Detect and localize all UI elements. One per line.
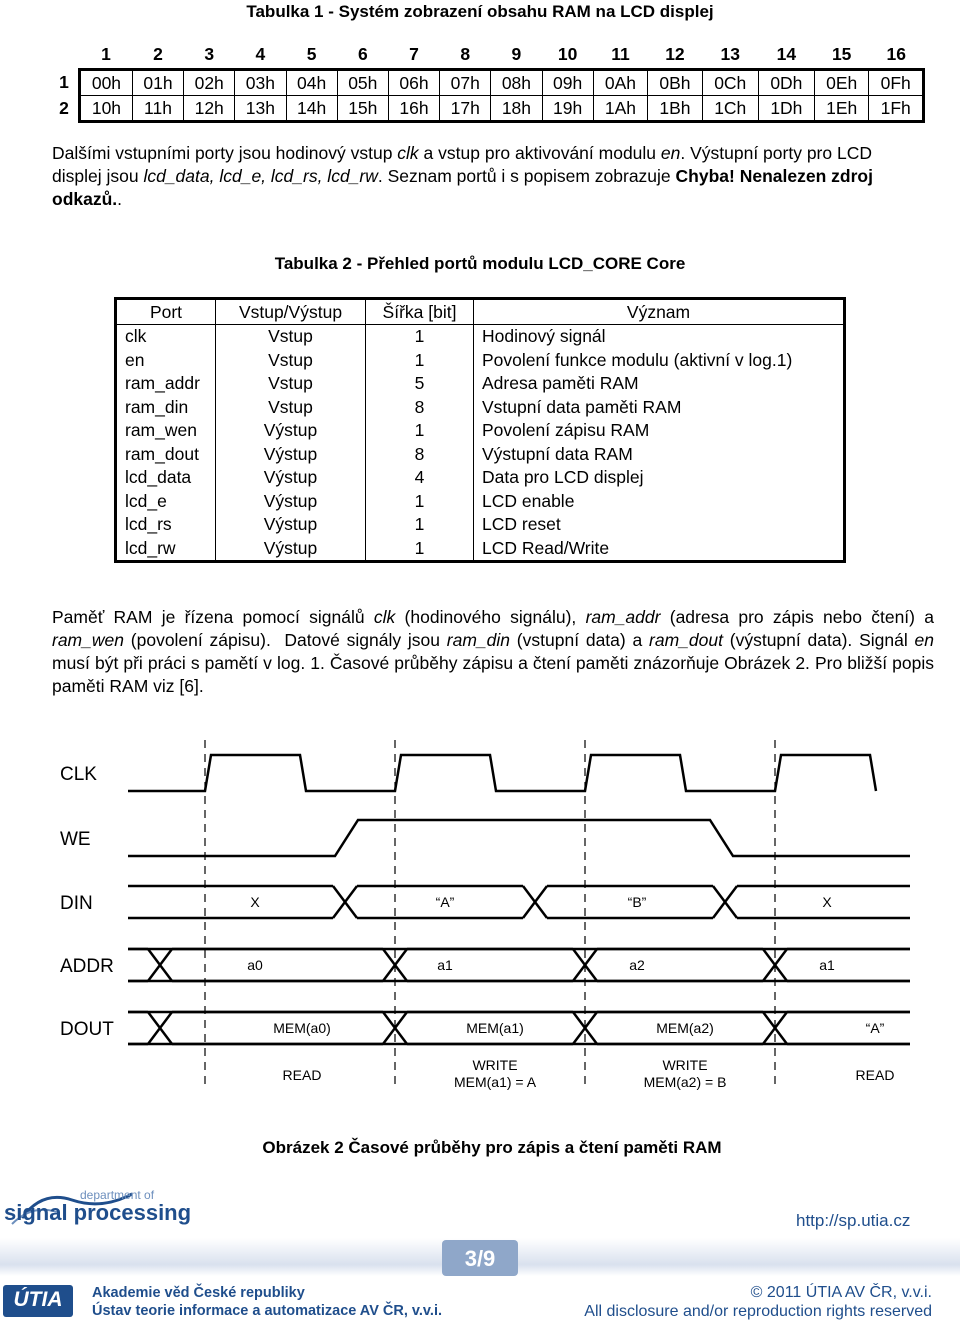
- table1-corner: [50, 40, 80, 70]
- table1-cell: 0Dh: [758, 70, 814, 96]
- table1-row: [50, 70, 924, 96]
- table1-cell: 1Ah: [593, 96, 647, 122]
- table1-col-header: 11: [611, 43, 630, 64]
- logo-top-text: department of: [80, 1188, 155, 1202]
- table1-cell: 11h: [132, 96, 183, 122]
- table1-header-row: [50, 40, 924, 70]
- signal-label-addr: ADDR: [60, 956, 114, 977]
- text-italic: clk: [397, 143, 419, 163]
- ports-table-cell: Vstup: [216, 349, 366, 373]
- din-value: “A”: [435, 894, 455, 910]
- ports-table-row: [116, 537, 845, 562]
- din-value: X: [250, 894, 260, 910]
- ports-table-cell: ram_wen: [116, 419, 216, 443]
- table1-col-header: 13: [720, 43, 740, 64]
- page-number: 3/9: [464, 1246, 496, 1271]
- table1-caption: Tabulka 1 - Systém zobrazení obsahu RAM na LCD displej: [246, 2, 714, 21]
- ports-table-row: [116, 372, 845, 396]
- ports-table-col-header: Šířka [bit]: [366, 299, 474, 325]
- ports-table-cell: ram_addr: [116, 372, 216, 396]
- org-line1: Akademie věd České republiky: [92, 1285, 305, 1301]
- table1-cell: 0Ah: [593, 70, 647, 96]
- table1-col-header: 1: [101, 43, 111, 64]
- ports-table-cell: LCD enable: [474, 490, 845, 514]
- ports-table-cell: 1: [366, 537, 474, 562]
- ports-table-cell: Data pro LCD displej: [474, 466, 845, 490]
- dout-value: MEM(a2): [656, 1020, 714, 1036]
- table1-cell: 06h: [388, 70, 439, 96]
- signal-label-clk: CLK: [60, 764, 97, 785]
- table1-col-header: 10: [557, 43, 578, 64]
- logo-main-text: signal processing: [4, 1200, 192, 1225]
- footer: [0, 1180, 960, 1325]
- table1-col-header: 14: [776, 43, 797, 64]
- ports-table-cell: lcd_rs: [116, 513, 216, 537]
- ports-table-row: [116, 419, 845, 443]
- text: Paměť RAM je řízena pomocí signálů: [52, 607, 374, 627]
- ports-table-row: [116, 513, 845, 537]
- ports-table-row: [116, 325, 845, 349]
- text-italic: en: [914, 630, 934, 650]
- table1-cell: 0Eh: [814, 70, 868, 96]
- footer-url[interactable]: http://sp.utia.cz: [796, 1211, 911, 1230]
- table1-cell: 1Eh: [814, 96, 868, 122]
- ports-table-cell: LCD Read/Write: [474, 537, 845, 562]
- table1-col-header: 4: [255, 43, 266, 64]
- ram-layout-table: [50, 40, 925, 123]
- ports-table-row: [116, 466, 845, 490]
- signal-label-we: WE: [60, 829, 91, 850]
- table1-cell: 08h: [491, 70, 542, 96]
- broken-reference-link[interactable]: Chyba! Nenalezen zdroj odkazů.: [52, 166, 873, 209]
- table1-row-header: 2: [59, 98, 69, 118]
- table1-cell: 0Ch: [702, 70, 758, 96]
- ports-table-cell: LCD reset: [474, 513, 845, 537]
- ports-table-cell: lcd_data: [116, 466, 216, 490]
- ports-table-cell: ram_dout: [116, 443, 216, 467]
- ports-table-cell: 8: [366, 443, 474, 467]
- table1-col-header: 8: [460, 43, 471, 64]
- ports-table-cell: 5: [366, 372, 474, 396]
- table1-col-header: 9: [511, 43, 522, 64]
- table1-cell: 09h: [542, 70, 593, 96]
- table1-col-header: 5: [306, 43, 317, 64]
- ports-table-row: [116, 396, 845, 420]
- ports-table-cell: clk: [116, 325, 216, 349]
- table1-cell: 01h: [132, 70, 183, 96]
- ports-table-col-header: Význam: [474, 299, 845, 325]
- addr-value: a1: [437, 957, 453, 973]
- text: (adresa pro zápis nebo čtení) a: [660, 607, 934, 627]
- addr-value: a1: [819, 957, 835, 973]
- table1-cell: 15h: [337, 96, 388, 122]
- ports-table-cell: 1: [366, 349, 474, 373]
- table1-cell: 10h: [80, 96, 133, 122]
- table1-cell: 04h: [286, 70, 337, 96]
- text-italic: ram_wen: [52, 630, 124, 650]
- text-italic: ram_dout: [649, 630, 723, 650]
- text: . Seznam portů i s popisem zobrazuje: [377, 166, 676, 186]
- table1-cell: 1Dh: [758, 96, 814, 122]
- din-value: X: [822, 894, 832, 910]
- ports-table-cell: Vstup: [216, 396, 366, 420]
- operation-detail: MEM(a2) = B: [643, 1074, 727, 1090]
- addr-value: a2: [629, 957, 645, 973]
- timing-diagram: [40, 735, 920, 1105]
- ports-table-cell: Výstup: [216, 537, 366, 562]
- text: . Výstupní porty pro LCD displej jsou: [52, 143, 872, 186]
- rights: All disclosure and/or reproduction rights reserved: [584, 1303, 932, 1320]
- table1-row-header: 1: [59, 72, 69, 92]
- ports-table-cell: Výstup: [216, 513, 366, 537]
- figure-caption: Obrázek 2 Časové průběhy pro zápis a čtení paměti RAM: [262, 1138, 722, 1157]
- table1-cell: 0Bh: [648, 70, 702, 96]
- table1-cell: 00h: [80, 70, 133, 96]
- table1-cell: 1Fh: [869, 96, 924, 122]
- ports-table-cell: 1: [366, 325, 474, 349]
- ports-table-col-header: Port: [116, 299, 216, 325]
- ports-table-cell: 1: [366, 490, 474, 514]
- ports-table-cell: Výstupní data RAM: [474, 443, 845, 467]
- table1-cell: 13h: [235, 96, 286, 122]
- ports-table-cell: lcd_e: [116, 490, 216, 514]
- table1-col-header: 15: [831, 43, 852, 64]
- ports-table-cell: Výstup: [216, 419, 366, 443]
- operation-label: READ: [282, 1067, 322, 1083]
- ports-table-cell: Povolení zápisu RAM: [474, 419, 845, 443]
- table1-cell: 16h: [388, 96, 439, 122]
- ports-table-cell: Povolení funkce modulu (aktivní v log.1): [474, 349, 845, 373]
- ports-table-cell: 1: [366, 513, 474, 537]
- text: (výstupní data). Signál: [722, 630, 915, 650]
- table1-col-header: 16: [886, 43, 906, 64]
- ports-table-cell: 1: [366, 419, 474, 443]
- table1-cell: 14h: [286, 96, 337, 122]
- ports-table-cell: Hodinový signál: [474, 325, 845, 349]
- table1-cell: 17h: [440, 96, 491, 122]
- ports-table-cell: lcd_rw: [116, 537, 216, 562]
- table1-col-header: 6: [357, 43, 368, 64]
- ports-table-cell: en: [116, 349, 216, 373]
- ports-table-cell: 8: [366, 396, 474, 420]
- operation-label: READ: [855, 1067, 895, 1083]
- ports-table-cell: 4: [366, 466, 474, 490]
- text-italic: en: [660, 143, 681, 163]
- table1-cell: 03h: [235, 70, 286, 96]
- ports-table-header: [116, 299, 845, 325]
- ports-table-cell: Vstup: [216, 325, 366, 349]
- table1-col-header: 3: [204, 43, 215, 64]
- copyright: © 2011 ÚTIA AV ČR, v.v.i.: [750, 1284, 932, 1301]
- ports-table-col-header: Vstup/Výstup: [216, 299, 366, 325]
- org-line2: Ústav teorie informace a automatizace AV ČR, v.v.i.: [92, 1303, 442, 1319]
- table1-row: [50, 96, 924, 122]
- text: .: [117, 189, 123, 209]
- ports-table-cell: Vstup: [216, 372, 366, 396]
- addr-value: a0: [247, 957, 263, 973]
- ports-table-cell: Vstupní data paměti RAM: [474, 396, 845, 420]
- utia-logo-text: ÚTIA: [13, 1288, 63, 1311]
- table1-cell: 0Fh: [869, 70, 924, 96]
- ports-table-row: [116, 490, 845, 514]
- table1-cell: 12h: [184, 96, 235, 122]
- we-waveform: [128, 820, 910, 856]
- ports-table-cell: Výstup: [216, 490, 366, 514]
- table1-cell: 1Bh: [648, 96, 702, 122]
- table1-cell: 1Ch: [702, 96, 758, 122]
- text: musí být při práci s pamětí v log. 1. Časové průběhy zápisu a čtení paměti znázorňuje Obrázek 2. Pro bližší popis paměti RAM viz [6].: [52, 653, 934, 696]
- dout-value: MEM(a1): [466, 1020, 524, 1036]
- ports-table: [114, 297, 846, 563]
- table1-cell: 19h: [542, 96, 593, 122]
- clk-waveform: [128, 755, 876, 791]
- table1-col-header: 2: [153, 43, 163, 64]
- signal-label-din: DIN: [60, 893, 93, 914]
- operation-label: WRITE: [472, 1057, 518, 1073]
- signal-processing-logo: [2, 1184, 242, 1234]
- table2-caption: Tabulka 2 - Přehled portů modulu LCD_CORE Core: [274, 254, 686, 273]
- dout-value: “A”: [865, 1020, 885, 1036]
- paragraph-ram: [52, 606, 934, 698]
- text: a vstup pro aktivování modulu: [418, 143, 661, 163]
- table1-cell: 05h: [337, 70, 388, 96]
- din-value: “B”: [627, 894, 647, 910]
- ports-table-row: [116, 349, 845, 373]
- ports-table-cell: ram_din: [116, 396, 216, 420]
- ports-table-row: [116, 443, 845, 467]
- text-italic: lcd_data, lcd_e, lcd_rs, lcd_rw: [143, 166, 378, 186]
- text: (hodinového signálu),: [395, 607, 586, 627]
- text-italic: ram_addr: [585, 607, 661, 627]
- ports-table-cell: Výstup: [216, 443, 366, 467]
- text-italic: ram_din: [446, 630, 511, 650]
- table1-cell: 02h: [184, 70, 235, 96]
- operation-detail: MEM(a1) = A: [453, 1074, 537, 1090]
- text-italic: clk: [373, 607, 396, 627]
- table1-col-header: 12: [665, 43, 685, 64]
- ports-table-cell: Adresa paměti RAM: [474, 372, 845, 396]
- paragraph-ports: [52, 142, 922, 211]
- table1-cell: 07h: [440, 70, 491, 96]
- ports-table-cell: Výstup: [216, 466, 366, 490]
- signal-label-dout: DOUT: [60, 1019, 114, 1040]
- text: (povolení zápisu). Datové signály jsou: [123, 630, 447, 650]
- text: (vstupní data) a: [510, 630, 650, 650]
- table1-cell: 18h: [491, 96, 542, 122]
- table1-col-header: 7: [409, 43, 419, 64]
- operation-label: WRITE: [662, 1057, 708, 1073]
- text: Dalšími vstupními porty jsou hodinový vstup: [52, 143, 398, 163]
- dout-value: MEM(a0): [273, 1020, 331, 1036]
